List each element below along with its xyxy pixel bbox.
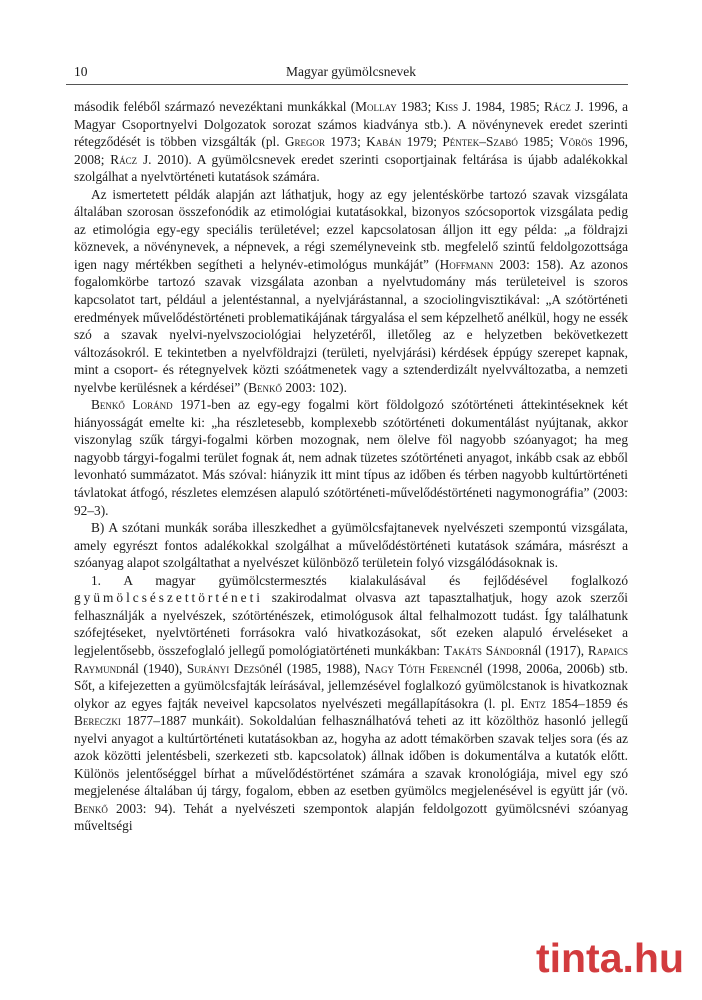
spaced-term: gyümölcsészettörténeti <box>74 590 264 606</box>
author-name: Kabán <box>366 134 402 150</box>
author-name: Benkő Loránd <box>91 397 173 413</box>
author-name: Hoffmann <box>439 256 494 272</box>
author-name: Entz <box>520 695 546 711</box>
running-title: Magyar gyümölcsnevek <box>285 64 417 79</box>
page-number: 10 <box>74 64 88 79</box>
author-name: Nagy Tóth Ferenc <box>364 660 467 676</box>
author-name: Benkő <box>74 800 108 816</box>
author-name: Surányi Dezső <box>186 660 266 676</box>
author-name: Vörös <box>558 134 593 150</box>
author-name: Rapaics Raymund <box>74 642 628 676</box>
paragraph-3: Benkő Loránd 1971-ben az egy-egy fogalmi kört földolgozó szótörténeti áttekintéseknek két hiányosságát emelte ki: „ha részletesebb, komplexebb szótörténeti dokumentálást nyújtanak, akkor viszonylag szűk tárgyi-fogalmi körben mozognak, nem ölelve föl nagyobb szóanyagot; ha meg nagyobb tárgyi-fogalmi terület fognak át, nem adnak tüzetes szótörténeti anyagot, inkább csak az ebből levonható summázatot. Más szóval: hiányzik itt mint típus az időben és térben nagyobb kultúrtörténeti távlatokat átfogó, részletes elemzésen alapuló szótörténeti-művelődéstörténeti nagymonográfia” (2003: 92–3). <box>74 397 628 518</box>
header-rule <box>66 84 628 85</box>
paragraph-4: B) A szótani munkák sorába illeszkedhet a gyümölcsfajtanevek nyelvészeti szempontú vizsgálata, amely egyrészt fontos adalékokkal szolgálhat a művelődéstörténeti kutatások számára, másrészt a szóanyag alapot szolgáltathat a nyelvészet különböző területein folyó vizsgálódásoknak is. <box>74 520 628 571</box>
paragraph-5: 1. A magyar gyümölcstermesztés kialakulásával és fejlődésével foglalkozó gyümölcsészettörténeti szakirodalmat olvasva azt tapasztalhatjuk, hogy azok szerzői felhasználják a nyelvészek, szótörténészek, etimológusok által felhalmozott tudást. Így találhatunk szófejtéseket, nyelvtörténeti forrásokra való hivatkozásokat, sőt ezeken alapuló érveléseket a legjelentősebb, összefoglaló jellegű pomológiatörténeti munkákban: Takáts Sándornál (1917), Rapaics Raymundnál (1940), Surányi Dezsőnél (1985, 1988), Nagy Tóth Ferencnél (1998, 2006a, 2006b) stb. Sőt, a kifejezetten a gyümölcsfajták leírásával, jellemzésével foglalkozó gyümölcstanok is hivatkoznak olykor az egyes fajták neveivel kapcsolatos nyelvészeti megállapításokra (l. pl. Entz 1854–1859 és Bereczki 1877–1887 munkáit). Sokoldalúan felhasználhatóvá teheti az itt közölthöz hasonló jellegű nyelvi anyagot a kultúrtörténeti kutatásokban az, hogyha az adott témakörben szavak teljes sora (és az azok közötti jelentésbeli, szerkezeti stb. kapcsolatok) állnak időben is dokumentálva a kutatók előtt. Különös jelentőséggel bírhat a művelődéstörténet számára a szavak kronológiája, mivel egy szó megjelenése általában új tárgy, fogalom, ebben az esetben gyümölcs megjelenésével is együtt jár (vö. Benkő 2003: 94). Tehát a nyelvészeti szempontok alapján feldolgozott gyümölcsnévi szóanyag műveltségi <box>74 572 628 834</box>
author-name: Rácz <box>110 151 138 167</box>
author-name: Kiss <box>435 99 459 114</box>
author-name: Bereczki <box>74 713 121 729</box>
author-name: Rácz <box>543 99 571 114</box>
paragraph-2: Az ismertetett példák alapján azt láthatjuk, hogy az egy jelentéskörbe tartozó szavak vizsgálata általában szorosan összefonódik az etimológiai kutatásokkal, bizonyos szócsoportok vizsgálata pedig az etimológia egy-egy speciális területével; ezzel kapcsolatosan álljon itt egy példa: „a földrajzi köznevek, a növénynevek, a népnevek, a régi személyneveink stb. megfelelő szintű feldolgozottsága igen nagy mértékben segítheti a helynév-etimológus munkáját” (Hoffmann 2003: 158). Az azonos fogalomkörbe tartozó szavak vizsgálata azonban a nyelvtudomány más területeivel is szoros kapcsolatot tart, például a jelentéstannal, a nyelvjárástannal, a szociolingvisztikával: „A szótörténeti eredmények művelődéstörténeti problematikájának tárgyalása el sem képzelhető anélkül, hogy ne essék szó a szavak nyelvi-nyelvszociológiai helyzetéről, illetőleg az e helyzetben bekövetkezett változásokról. E tekintetben a nyelvföldrajzi (területi, nyelvjárási) kérdések éppúgy szerepet kapnak, mint a csoport- és rétegnyelvek közti szóátmenetek vagy a sztenderdizált nyelvváltozatba, a nemzeti nyelvbe kerülésnek a kérdései” (Benkő 2003: 102). <box>74 186 628 395</box>
running-head <box>74 62 628 82</box>
tinta-watermark: tinta.hu <box>535 935 684 981</box>
author-name: Gregor <box>284 134 326 150</box>
author-name: Takáts Sándor <box>443 642 526 658</box>
body-text <box>74 98 628 835</box>
author-name: Benkő <box>248 379 283 395</box>
author-name: Péntek–Szabó <box>442 134 518 150</box>
paragraph-1: második feléből származó nevezéktani munkákkal (Mollay 1983; Kiss J. 1984, 1985; Rácz J. 1996, a Magyar Csoportnyelvi Dolgozatok sorozat számos kiadványa stb.). A növénynevek eredet szerinti rétegződését is többen vizsgálták (pl. Gregor 1973; Kabán 1979; Péntek–Szabó 1985; Vörös 1996, 2008; Rácz J. 2010). A gyümölcsnevek eredet szerinti csoportjainak feltárása is újabb adalékokkal szolgálhat a nyelvtörténeti kutatások számára. <box>74 99 628 185</box>
author-name: Mollay <box>355 99 397 114</box>
